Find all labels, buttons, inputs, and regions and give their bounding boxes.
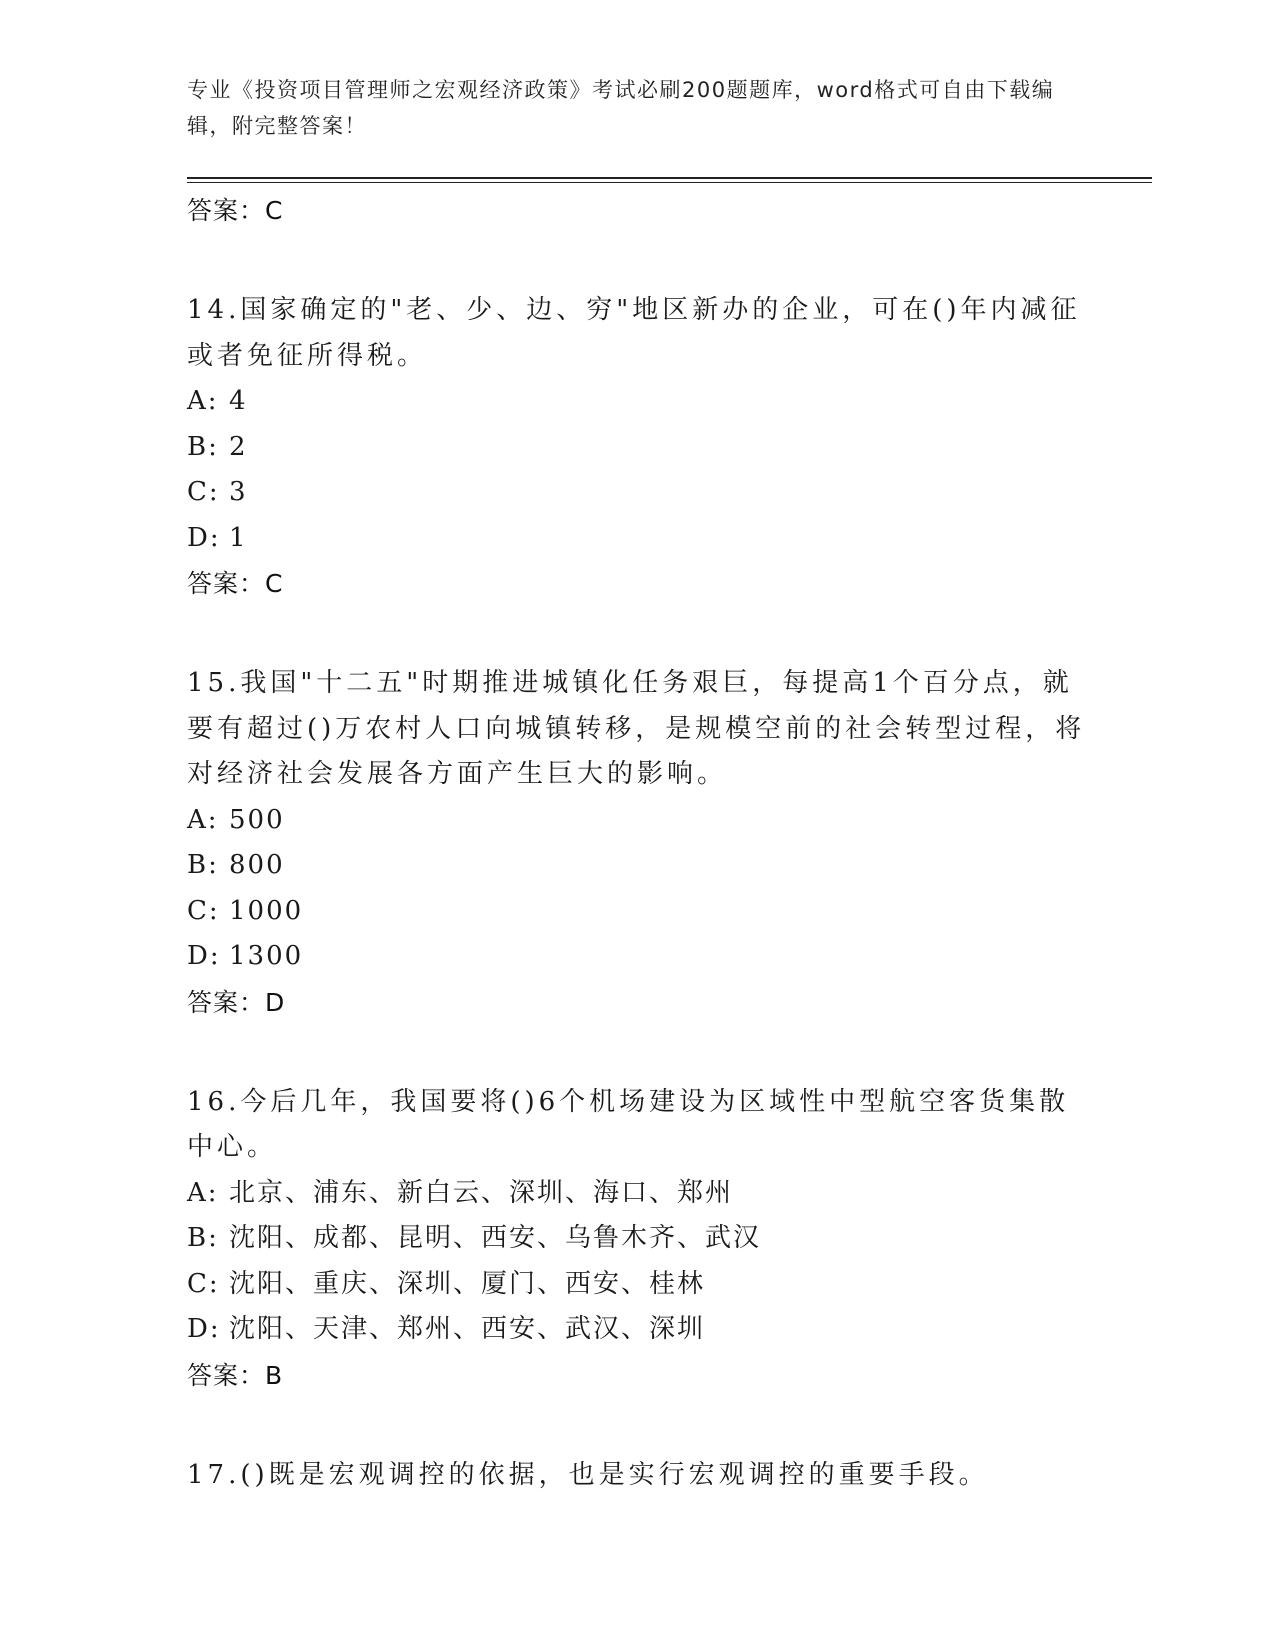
document-header: 专业《投资项目管理师之宏观经济政策》考试必刷200题题库，word格式可自由下载编辑，附完整答案！ [187,78,1055,138]
option-text: 1 [229,522,248,553]
document-body [187,188,1087,1498]
option-key: A: [187,804,219,835]
option-a [187,798,1087,844]
option-key: D: [187,522,221,553]
option-d [187,516,1087,562]
question-15 [187,661,1087,1026]
answer-line: 答案：C [187,196,284,225]
option-text: 4 [229,386,248,416]
option-key: D: [187,941,221,971]
option-text: 800 [229,850,285,880]
option-b [187,1216,1087,1262]
question-16 [187,1080,1087,1399]
option-text: 沈阳、重庆、深圳、厦门、西安、桂林 [229,1268,706,1299]
header-rule-thick [187,177,1152,179]
option-key: C: [187,1268,220,1299]
option-text: 1300 [229,941,304,971]
header-rule-thin [187,182,1152,183]
option-text: 沈阳、天津、郑州、西安、武汉、深圳 [229,1314,706,1344]
answer-line: 答案：D [187,987,286,1017]
option-key: B: [187,431,219,462]
option-text: 1000 [229,895,304,926]
option-key: C: [187,895,220,926]
question-stem: 15.我国"十二五"时期推进城镇化任务艰巨，每提高1个百分点，就要有超过()万农村人口向城镇转移，是规模空前的社会转型过程，将对经济社会发展各方面产生巨大的影响。 [187,668,1086,789]
option-key: A: [187,1177,219,1208]
option-a [187,1171,1087,1217]
option-text: 北京、浦东、新白云、深圳、海口、郑州 [229,1177,734,1208]
option-text: 沈阳、成都、昆明、西安、乌鲁木齐、武汉 [229,1223,762,1253]
answer-line: 答案：B [187,1360,284,1390]
option-key: A: [187,386,219,416]
option-key: D: [187,1314,221,1344]
option-d [187,1307,1087,1353]
option-b [187,843,1087,889]
option-d [187,934,1087,980]
question-17 [187,1453,1087,1499]
question-stem: 16.今后几年，我国要将()6个机场建设为区域性中型航空客货集散中心。 [187,1086,1070,1162]
question-stem: 14.国家确定的"老、少、边、穷"地区新办的企业，可在()年内减征或者免征所得税。 [187,295,1081,371]
question-14 [187,288,1087,607]
option-key: B: [187,850,219,880]
option-text: 500 [229,804,285,835]
option-b [187,425,1087,471]
option-key: C: [187,477,220,507]
option-c [187,889,1087,935]
question-stem: 17.()既是宏观调控的依据，也是实行宏观调控的重要手段。 [187,1459,989,1490]
answer-line: 答案：C [187,569,284,598]
option-text: 3 [229,477,248,507]
option-key: B: [187,1223,219,1253]
option-c [187,470,1087,516]
option-text: 2 [229,431,248,462]
option-c [187,1262,1087,1308]
option-a [187,379,1087,425]
